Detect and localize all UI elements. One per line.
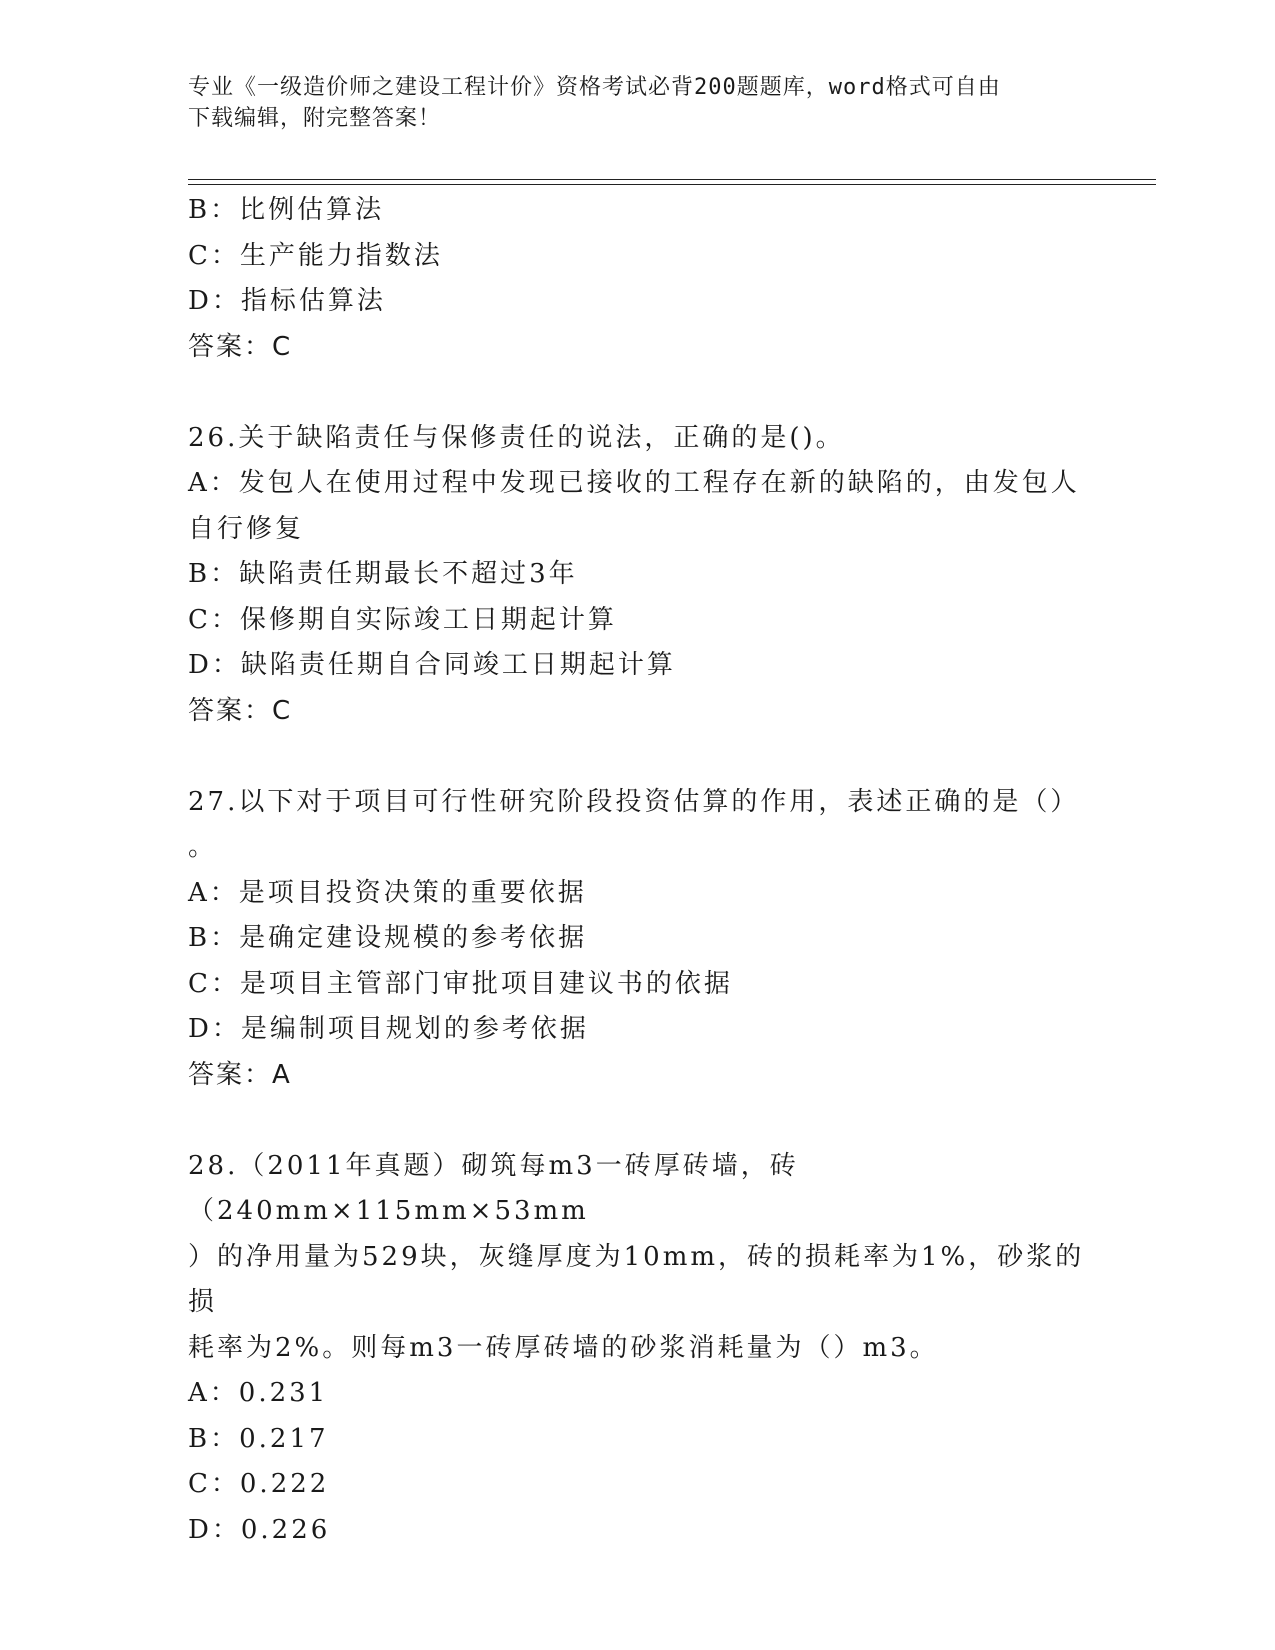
option-b: B：0.217 xyxy=(188,1423,329,1454)
option-c: C：保修期自实际竣工日期起计算 xyxy=(188,604,617,635)
question-25 xyxy=(188,188,1088,370)
question-stem-continued: 。 xyxy=(188,832,218,862)
option-c: C：是项目主管部门审批项目建议书的依据 xyxy=(188,968,733,999)
option-a-continued: 自行修复 xyxy=(188,513,305,544)
option-d: D：指标估算法 xyxy=(188,286,386,316)
question-28 xyxy=(188,1144,1088,1554)
option-a: A：是项目投资决策的重要依据 xyxy=(188,877,587,908)
header-divider xyxy=(188,179,1156,185)
answer: 答案：A xyxy=(188,1059,292,1090)
option-a: A：发包人在使用过程中发现已接收的工程存在新的缺陷的，由发包人 xyxy=(188,468,1080,498)
answer: 答案：C xyxy=(188,695,293,726)
question-stem: 28.（2011年真题）砌筑每m3一砖厚砖墙，砖（240mm×115mm×53mm xyxy=(188,1150,799,1226)
question-stem: 27.以下对于项目可行性研究阶段投资估算的作用，表述正确的是（） xyxy=(188,786,1080,817)
option-d: D：缺陷责任期自合同竣工日期起计算 xyxy=(188,650,676,680)
spacer xyxy=(188,370,1088,416)
question-stem: 26.关于缺陷责任与保修责任的说法，正确的是()。 xyxy=(188,422,845,453)
question-list xyxy=(188,188,1088,1553)
option-d: D：是编制项目规划的参考依据 xyxy=(188,1014,589,1044)
option-b: B：是确定建设规模的参考依据 xyxy=(188,923,588,953)
header-line-2: 下载编辑，附完整答案！ xyxy=(188,106,442,131)
question-26 xyxy=(188,416,1088,735)
spacer xyxy=(188,734,1088,780)
question-27 xyxy=(188,780,1088,1099)
spacer xyxy=(188,1098,1088,1144)
option-d: D：0.226 xyxy=(188,1514,331,1545)
option-c: C：生产能力指数法 xyxy=(188,240,443,271)
option-b: B：比例估算法 xyxy=(188,195,385,225)
option-b: B：缺陷责任期最长不超过3年 xyxy=(188,559,578,589)
question-stem-continued: ）的净用量为529块，灰缝厚度为10mm，砖的损耗率为1%，砂浆的损 xyxy=(188,1241,1085,1317)
option-a: A：0.231 xyxy=(188,1378,329,1408)
question-stem-continued: 耗率为2%。则每m3一砖厚砖墙的砂浆消耗量为（）m3。 xyxy=(188,1332,939,1363)
option-c: C：0.222 xyxy=(188,1469,330,1499)
document-header xyxy=(188,72,1068,134)
answer: 答案：C xyxy=(188,331,293,362)
header-line-1: 专业《一级造价师之建设工程计价》资格考试必背200题题库，word格式可自由 xyxy=(188,75,1001,100)
